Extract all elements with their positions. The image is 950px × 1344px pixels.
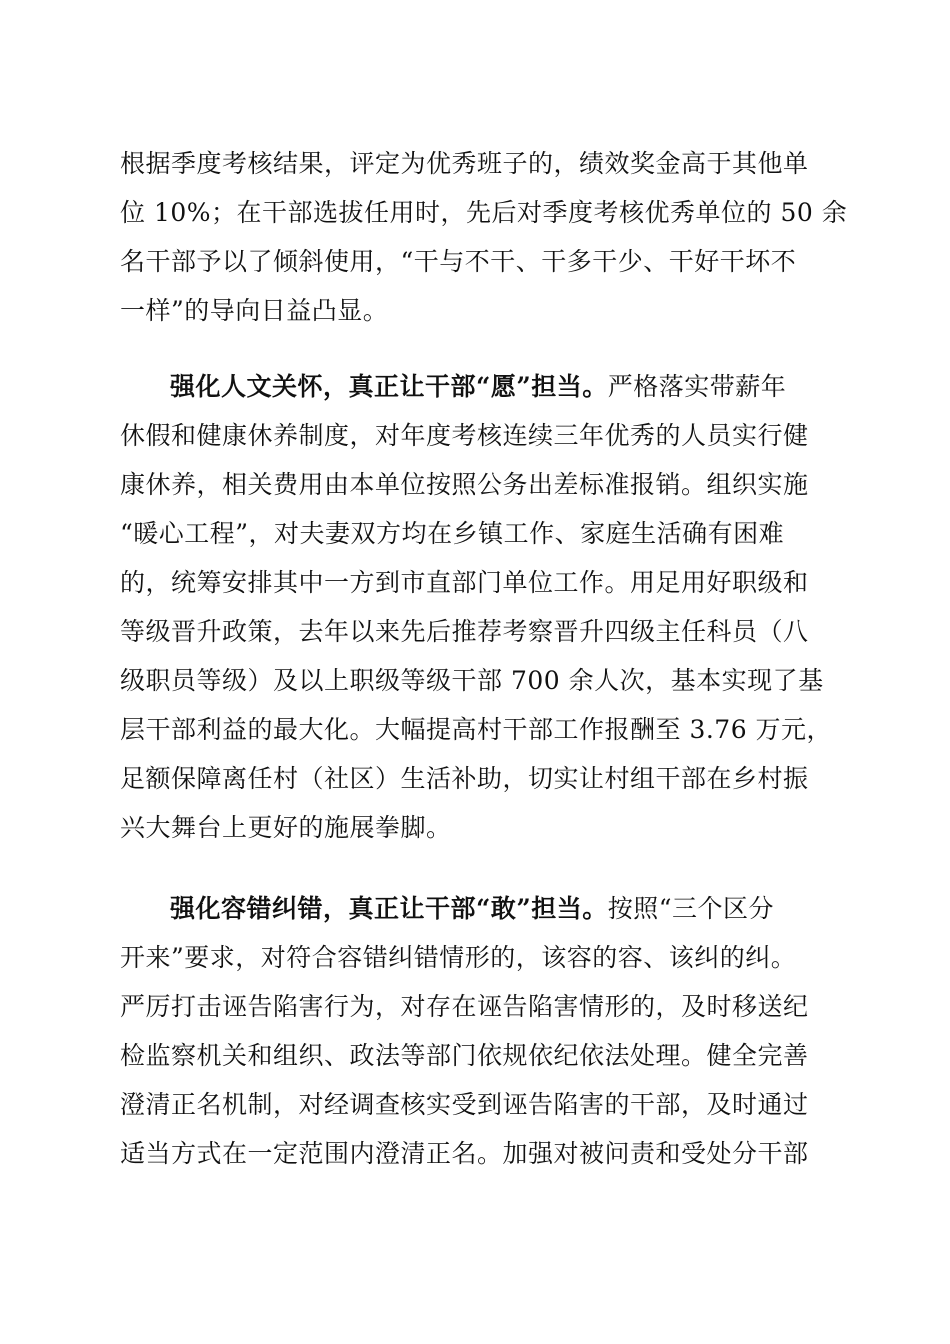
text-line: 级职员等级）及以上职级等级干部 700 余人次，基本实现了基 (120, 666, 824, 695)
paragraph-heading: 强化容错纠错，真正让干部“敢”担当。 (170, 894, 608, 923)
text-line: 严厉打击诬告陷害行为，对存在诬告陷害情形的，及时移送纪 (120, 992, 809, 1021)
text-line: 休假和健康休养制度，对年度考核连续三年优秀的人员实行健 (120, 421, 809, 450)
text-line: 足额保障离任村（社区）生活补助，切实让村组干部在乡村振 (120, 764, 809, 793)
text-line: 澄清正名机制，对经调查核实受到诬告陷害的干部，及时通过 (120, 1090, 809, 1119)
text-line: 等级晋升政策，去年以来先后推荐考察晋升四级主任科员（八 (120, 617, 809, 646)
text-line: 根据季度考核结果，评定为优秀班子的，绩效奖金高于其他单 (120, 149, 809, 178)
heading-continuation: 严格落实带薪年 (607, 372, 787, 401)
heading-continuation: 按照“三个区分 (607, 894, 775, 923)
paragraph-heading: 强化人文关怀，真正让干部“愿”担当。 (170, 372, 608, 401)
text-line-first (170, 884, 774, 933)
text-line: 名干部予以了倾斜使用，“干与不干、干多干少、干好干坏不 (120, 247, 797, 276)
text-line: 层干部利益的最大化。大幅提高村干部工作报酬至 3.76 万元， (120, 715, 833, 744)
text-line: “暖心工程”，对夫妻双方均在乡镇工作、家庭生活确有困难 (120, 519, 785, 548)
text-line: 一样”的导向日益凸显。 (120, 296, 389, 325)
text-line: 开来”要求，对符合容错纠错情形的，该容的容、该纠的纠。 (120, 943, 797, 972)
text-line: 适当方式在一定范围内澄清正名。加强对被问责和受处分干部 (120, 1139, 809, 1168)
text-line: 兴大舞台上更好的施展拳脚。 (120, 813, 452, 842)
text-line: 检监察机关和组织、政法等部门依规依纪依法处理。健全完善 (120, 1041, 809, 1070)
text-line: 的，统筹安排其中一方到市直部门单位工作。用足用好职级和 (120, 568, 809, 597)
text-line-first (170, 362, 786, 411)
text-line: 康休养，相关费用由本单位按照公务出差标准报销。组织实施 (120, 470, 809, 499)
text-line: 位 10%；在干部选拔任用时，先后对季度考核优秀单位的 50 余 (120, 198, 848, 227)
